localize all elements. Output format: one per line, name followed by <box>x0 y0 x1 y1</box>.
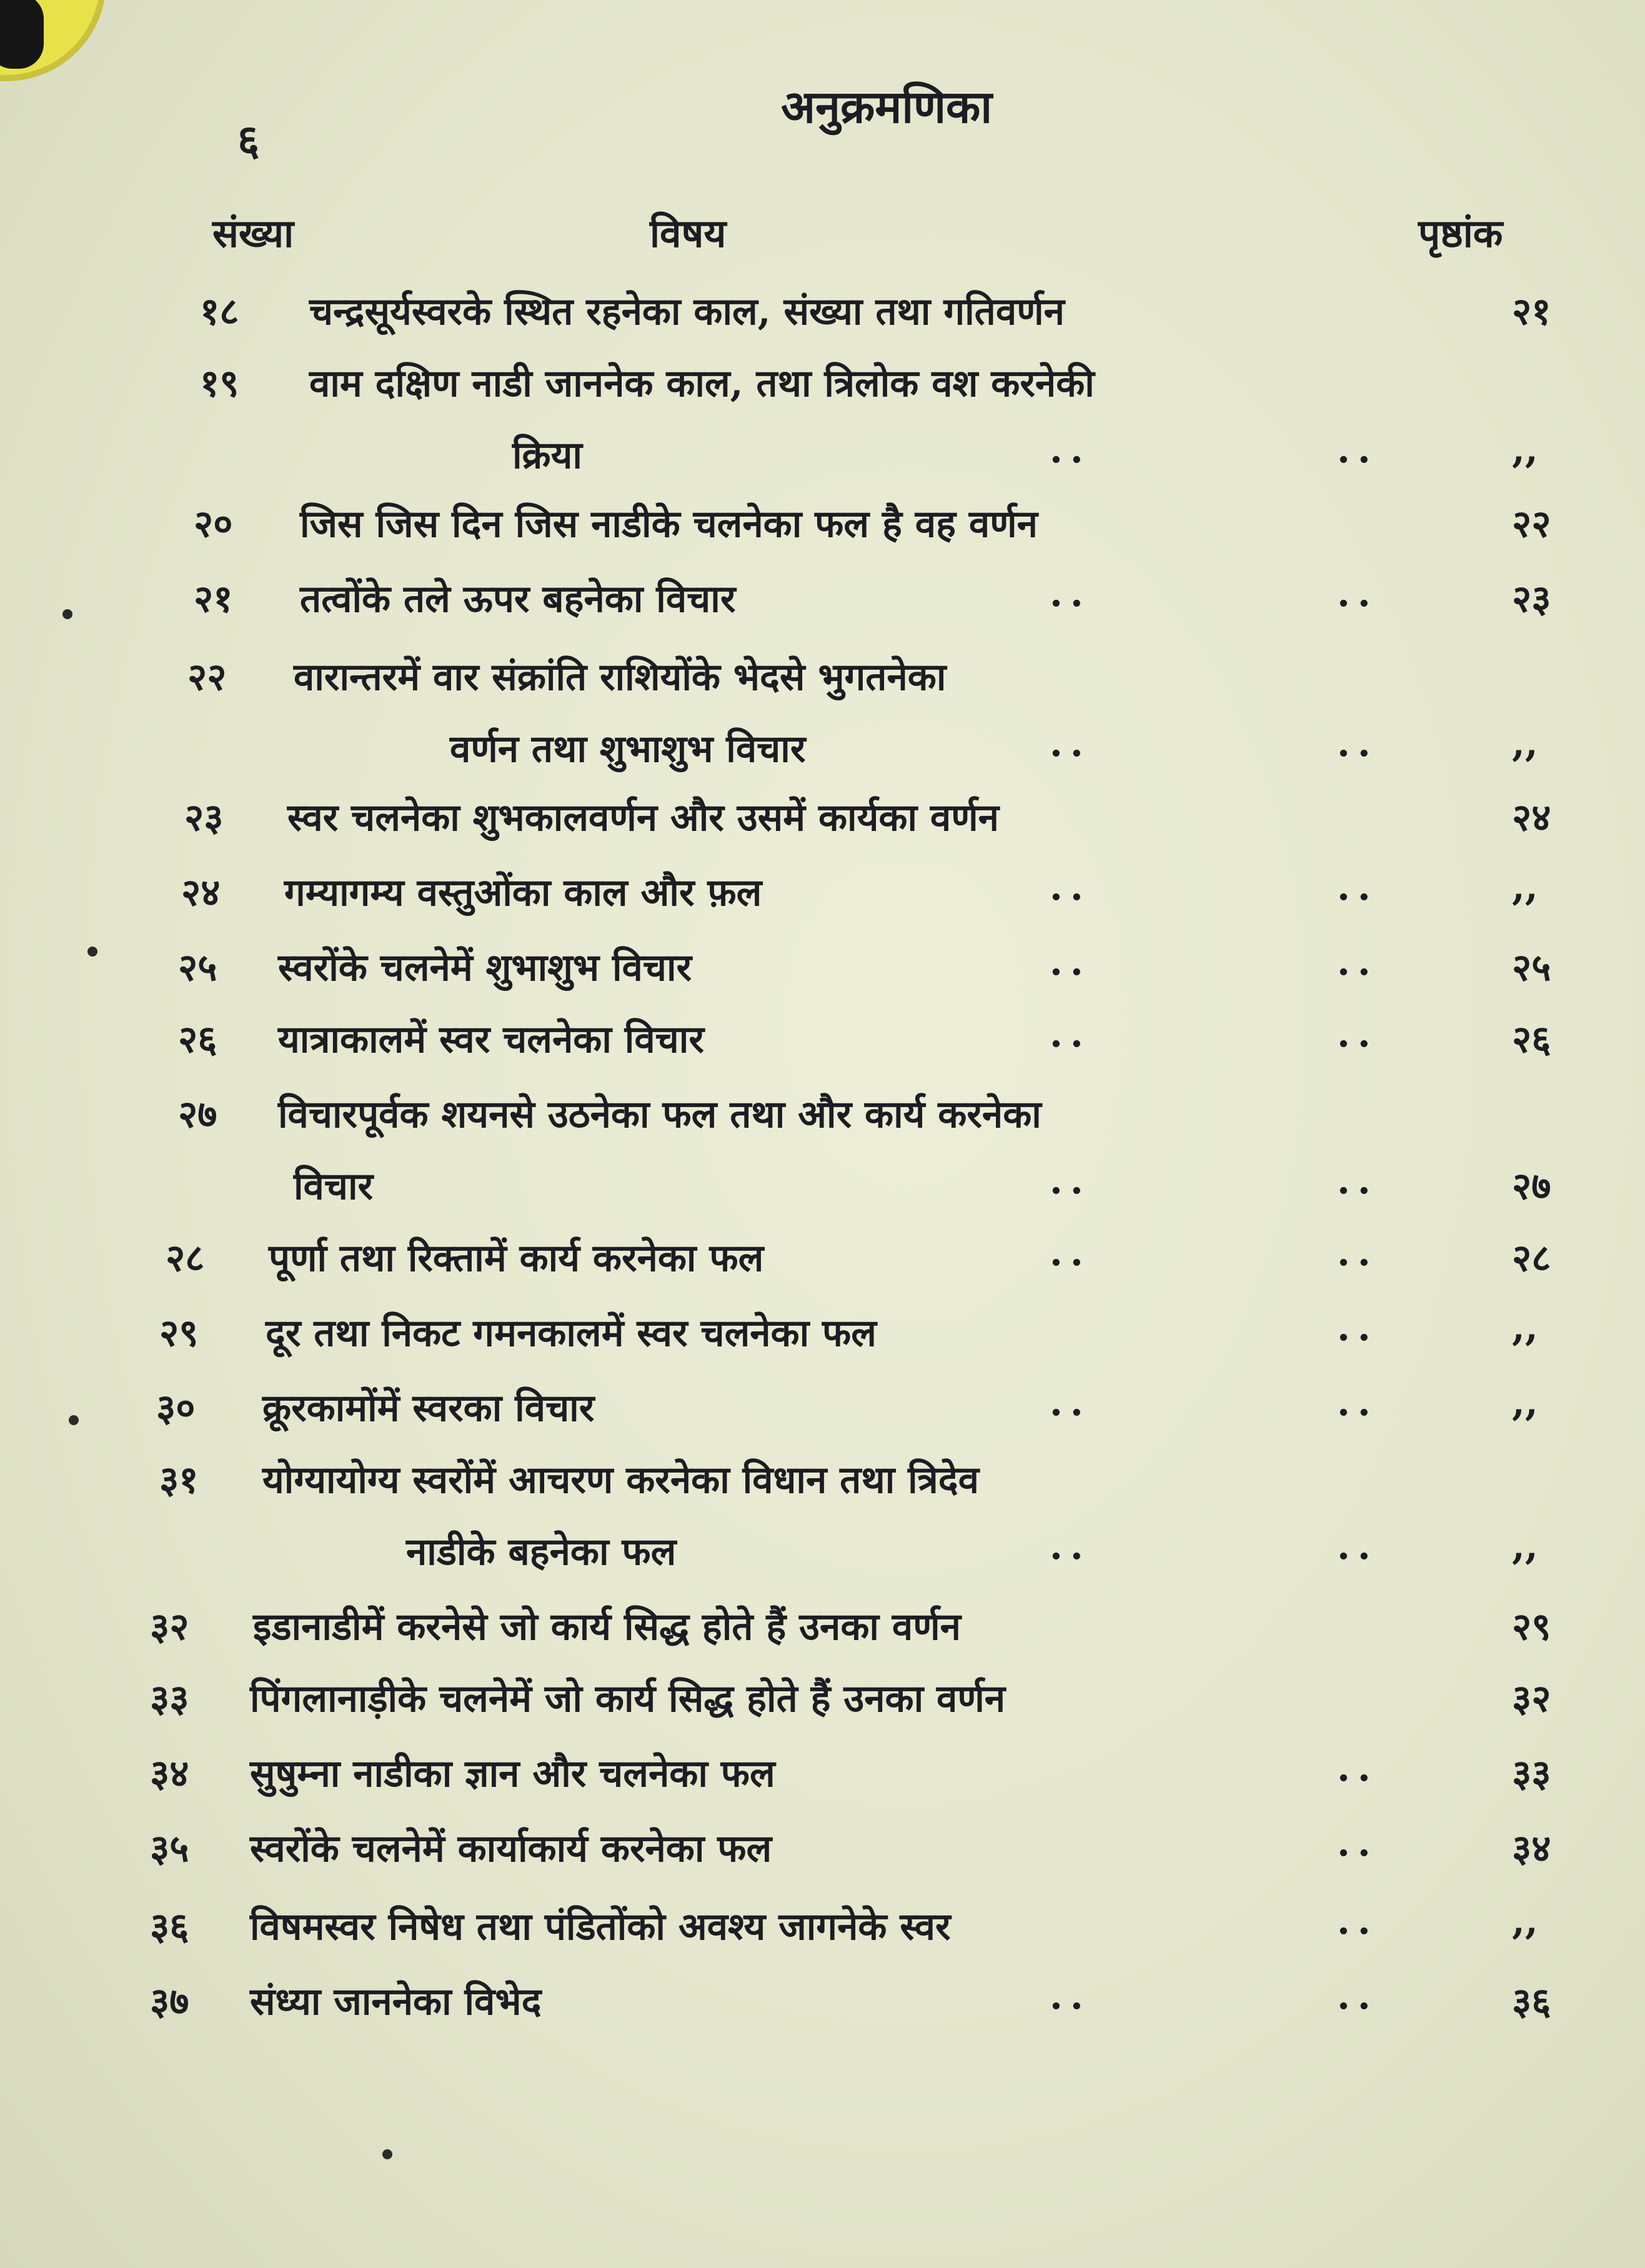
entry-number: २१ <box>194 577 233 621</box>
entry-page-number: २७ <box>1512 1165 1551 1208</box>
entry-subject-line: वर्णन तथा शुभाशुभ विचार <box>450 727 806 771</box>
leader-dots: .. <box>1337 428 1378 472</box>
entry-subject-line: वाम दक्षिण नाडी जाननेक काल, तथा त्रिलोक वश करनेकी <box>309 362 1095 405</box>
leader-dots: .. <box>1050 1524 1091 1568</box>
leader-dots: .. <box>1337 1524 1378 1568</box>
entry-number: २२ <box>187 655 227 699</box>
leader-dots: .. <box>1337 572 1378 615</box>
entry-page-number: ,, <box>1512 428 1538 472</box>
entry-subject-line: इडानाडीमें करनेसे जो कार्य सिद्ध होते हैं उनका वर्णन <box>253 1605 961 1649</box>
column-header-page: पृष्ठांक <box>1418 211 1503 256</box>
entry-number: ३७ <box>150 1980 189 2024</box>
leader-dots: .. <box>1050 1381 1091 1425</box>
leader-dots: .. <box>1050 865 1091 909</box>
entry-subject-line: यात्राकालमें स्वर चलनेका विचार <box>278 1018 704 1062</box>
entry-number: २० <box>194 502 233 546</box>
ink-spot <box>382 2149 392 2159</box>
leader-dots: .. <box>1337 1159 1378 1203</box>
ink-spot <box>69 1415 79 1425</box>
entry-number: २८ <box>166 1236 205 1280</box>
entry-number: ३३ <box>150 1677 189 1721</box>
entry-page-number: ३२ <box>1512 1677 1551 1721</box>
entry-page-number: ३४ <box>1512 1827 1551 1871</box>
entry-subject-line: तत्वोंके तले ऊपर बहनेका विचार <box>300 577 736 621</box>
entry-subject-line: वारान्तरमें वार संक्रांति राशियोंके भेदसे भुगतनेका <box>294 655 947 699</box>
leader-dots: .. <box>1050 722 1091 765</box>
leader-dots: .. <box>1337 865 1378 909</box>
entry-number: २७ <box>178 1093 217 1136</box>
entry-number: १९ <box>200 362 239 405</box>
entry-subject-line: चन्द्रसूर्यस्वरके स्थित रहनेका काल, संख्या तथा गतिवर्णन <box>309 290 1065 334</box>
entry-subject-line: स्वरोंके चलनेमें शुभाशुभ विचार <box>278 946 692 990</box>
leader-dots: .. <box>1337 1012 1378 1056</box>
column-header-subject: विषय <box>650 211 727 256</box>
leader-dots: .. <box>1337 940 1378 984</box>
entry-page-number: २६ <box>1512 1018 1551 1062</box>
entry-page-number: ३३ <box>1512 1752 1551 1796</box>
entry-subject-line: स्वरोंके चलनेमें कार्याकार्य करनेका फल <box>250 1827 772 1871</box>
entry-subject-line: स्वर चलनेका शुभकालवर्णन और उसमें कार्यका वर्णन <box>287 796 999 840</box>
entry-page-number: २९ <box>1512 1605 1551 1649</box>
entry-page-number: ,, <box>1512 865 1538 909</box>
entry-number: १८ <box>200 290 239 334</box>
leader-dots: .. <box>1337 1899 1378 1943</box>
leader-dots: .. <box>1337 722 1378 765</box>
leader-dots: .. <box>1050 1974 1091 2018</box>
entry-subject-line: योग्यायोग्य स्वरोंमें आचरण करनेका विधान तथा त्रिदेव <box>262 1458 980 1502</box>
entry-subject-line: विचारपूर्वक शयनसे उठनेका फल तथा और कार्य करनेका <box>278 1093 1041 1136</box>
leader-dots: .. <box>1050 428 1091 472</box>
entry-subject-line: संध्या जाननेका विभेद <box>250 1980 542 2024</box>
entry-subject-line: जिस जिस दिन जिस नाडीके चलनेका फल है वह वर्णन <box>300 502 1038 546</box>
entry-page-number: ३६ <box>1512 1980 1551 2024</box>
entry-subject-line: पूर्णा तथा रिक्तामें कार्य करनेका फल <box>269 1236 764 1280</box>
entry-subject-line: पिंगलानाड़ीके चलनेमें जो कार्य सिद्ध होते हैं उनका वर्णन <box>250 1677 1006 1721</box>
entry-page-number: ,, <box>1512 1524 1538 1568</box>
leader-dots: .. <box>1050 1159 1091 1203</box>
entry-number: २४ <box>181 871 221 915</box>
entry-number: ३० <box>156 1386 196 1430</box>
entry-page-number: २१ <box>1512 290 1551 334</box>
entry-number: २९ <box>159 1311 199 1355</box>
entry-number: ३४ <box>150 1752 189 1796</box>
leader-dots: .. <box>1337 1974 1378 2018</box>
entry-subject-line: विचार <box>294 1165 374 1208</box>
leader-dots: .. <box>1337 1746 1378 1790</box>
entry-number: २३ <box>184 796 224 840</box>
column-header-number: संख्या <box>212 211 294 256</box>
entry-subject-line: दूर तथा निकट गमनकालमें स्वर चलनेका फल <box>266 1311 877 1355</box>
entry-number: ३५ <box>150 1827 189 1871</box>
entry-number: ३१ <box>159 1458 199 1502</box>
leader-dots: .. <box>1337 1231 1378 1275</box>
entry-page-number: २८ <box>1512 1236 1551 1280</box>
yellow-sticker <box>0 0 106 81</box>
leader-dots: .. <box>1337 1821 1378 1865</box>
leader-dots: .. <box>1337 1381 1378 1425</box>
entry-subject-line: गम्यागम्य वस्तुओंका काल और फ़ल <box>284 871 762 915</box>
entry-number: ३६ <box>150 1905 189 1949</box>
entry-page-number: ,, <box>1512 1899 1538 1943</box>
entry-number: २५ <box>178 946 217 990</box>
entry-number: ३२ <box>150 1605 189 1649</box>
ink-spot <box>62 609 72 619</box>
entry-subject-line: क्रिया <box>512 434 582 477</box>
page-number: ६ <box>237 116 260 166</box>
entry-subject-line: नाडीके बहनेका फल <box>406 1530 677 1574</box>
ink-spot <box>87 947 97 957</box>
entry-subject-line: सुषुम्ना नाडीका ज्ञान और चलनेका फल <box>250 1752 775 1796</box>
entry-page-number: २४ <box>1512 796 1551 840</box>
entry-page-number: ,, <box>1512 1381 1538 1425</box>
sticker-mark <box>0 0 44 69</box>
entry-page-number: २२ <box>1512 502 1551 546</box>
leader-dots: .. <box>1050 572 1091 615</box>
entry-page-number: २३ <box>1512 577 1551 621</box>
entry-page-number: ,, <box>1512 1306 1538 1350</box>
entry-subject-line: क्रूरकामोंमें स्वरका विचार <box>262 1386 595 1430</box>
leader-dots: .. <box>1337 1306 1378 1350</box>
entry-number: २६ <box>178 1018 217 1062</box>
leader-dots: .. <box>1050 1012 1091 1056</box>
entry-page-number: ,, <box>1512 722 1538 765</box>
leader-dots: .. <box>1050 1231 1091 1275</box>
entry-subject-line: विषमस्वर निषेध तथा पंडितोंको अवश्य जागनेके स्वर <box>250 1905 951 1949</box>
page-title: अनुक्रमणिका <box>781 80 992 133</box>
entry-page-number: २५ <box>1512 946 1551 990</box>
leader-dots: .. <box>1050 940 1091 984</box>
